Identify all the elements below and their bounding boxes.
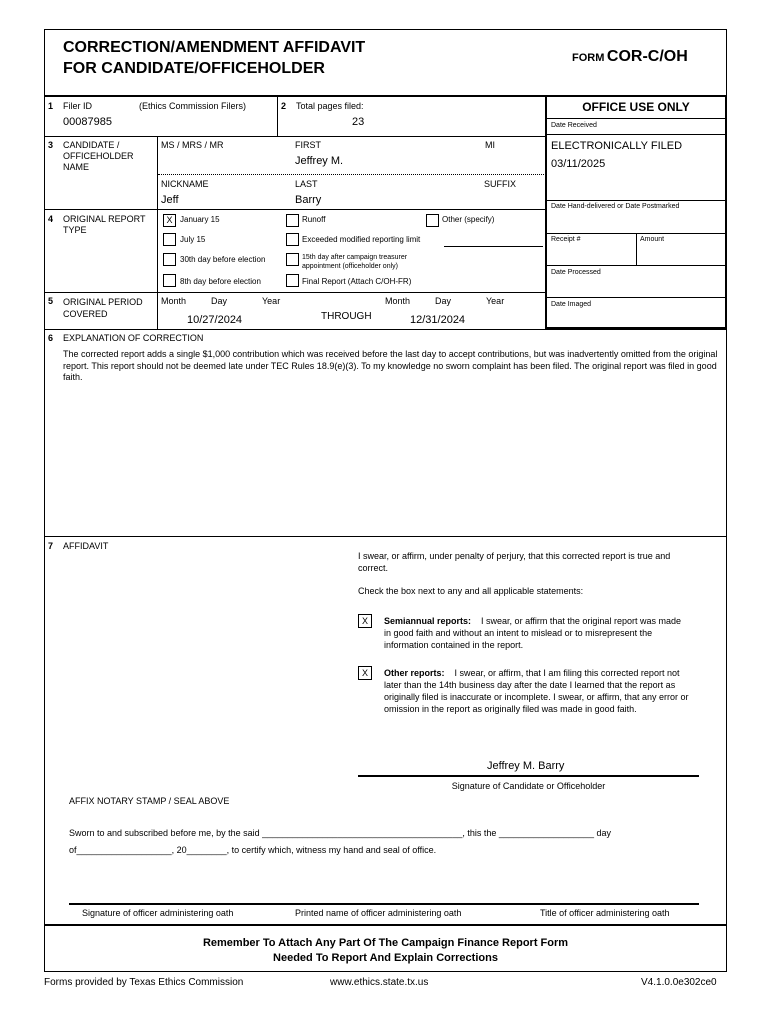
prefix-label: MS / MRS / MR (161, 140, 224, 150)
period-label: ORIGINAL PERIOD COVERED (63, 297, 143, 319)
filer-id-value[interactable]: 00087985 (63, 116, 112, 128)
divider (69, 903, 699, 905)
other-specify-line[interactable] (444, 246, 543, 247)
date-imaged-label: Date Imaged (551, 301, 592, 308)
nickname-label: NICKNAME (161, 179, 209, 189)
sec6-num: 6 (48, 333, 54, 343)
check-instructions: Check the box next to any and all applicable statements: (358, 586, 584, 596)
divider (158, 174, 546, 175)
footer-website[interactable]: www.ethics.state.tx.us (330, 977, 429, 988)
officer-name-label: Printed name of officer administering oath (295, 908, 462, 918)
from-day-label: Day (211, 296, 228, 306)
exceeded-label: Exceeded modified reporting limit (302, 235, 421, 244)
footer-version: V4.1.0.0e302ce0 (641, 977, 717, 988)
day15-checkbox[interactable] (286, 253, 299, 266)
nickname-value[interactable]: Jeff (161, 194, 179, 206)
divider (44, 329, 727, 330)
other-checkbox[interactable] (426, 214, 439, 227)
jul15-checkbox[interactable] (163, 233, 176, 246)
candidate-signature[interactable]: Jeffrey M. Barry (487, 760, 565, 772)
form-title-line1: CORRECTION/AMENDMENT AFFIDAVIT (63, 39, 366, 56)
swear-text: I swear, or affirm, under penalty of perjury, that this corrected report is true and correct. (358, 551, 671, 573)
divider (546, 200, 726, 201)
explanation-text[interactable]: The corrected report adds a single $1,000 contribution which was received before the last day to accept contributions, but was inadvertently omitted from the original report. This report should not be deemed late under TEC Rules 18.9(e)(3). To my knowledge no sworn complaint has been filed. The original report was filed in good faith. (63, 349, 718, 382)
final-checkbox[interactable] (286, 274, 299, 287)
other-reports-text: I swear, or affirm, that I am filing this corrected report not later than the 14th business day after the date I learned that the report as originally filed is inaccurate or incomplete. I swear, or affirm, that any error or omission in the report as originally filed was made in good faith. (384, 668, 689, 714)
candidate-signature-label: Signature of Candidate or Officeholder (451, 781, 606, 791)
amount-label: Amount (640, 236, 665, 243)
semiannual-statement (384, 615, 684, 651)
jan15-checkbox[interactable]: X (163, 214, 176, 227)
other-label: Other (specify) (442, 215, 495, 224)
period-to-value[interactable]: 12/31/2024 (410, 314, 466, 326)
divider (636, 233, 637, 266)
sec3-num: 3 (48, 140, 54, 150)
runoff-label: Runoff (302, 215, 326, 224)
receipt-label: Receipt # (551, 236, 581, 243)
through-label: THROUGH (321, 311, 372, 322)
efiled-date: 03/11/2025 (551, 158, 606, 170)
other-reports-checkbox[interactable]: X (358, 666, 372, 680)
hand-delivered-label: Date Hand-delivered or Date Postmarked (551, 203, 680, 210)
sec2-num: 2 (281, 101, 287, 111)
divider (44, 209, 546, 210)
sec1-num: 1 (48, 101, 54, 111)
date-received-label: Date Received (551, 122, 597, 129)
day30-checkbox[interactable] (163, 253, 176, 266)
runoff-checkbox[interactable] (286, 214, 299, 227)
divider (358, 775, 699, 777)
report-type-label: ORIGINAL REPORT TYPE (63, 214, 146, 235)
divider (277, 96, 278, 136)
other-reports-title: Other reports: (384, 668, 445, 678)
semiannual-checkbox[interactable]: X (358, 614, 372, 628)
semiannual-text: I swear, or affirm that the original report was made in good faith and without an intent to mislead or to misrepresent the information contained in the report. (384, 616, 681, 650)
suffix-label: SUFFIX (484, 179, 517, 189)
explanation-label: EXPLANATION OF CORRECTION (63, 333, 204, 343)
to-month-label: Month (385, 296, 411, 306)
to-year-label: Year (486, 296, 505, 306)
first-name-value[interactable]: Jeffrey M. (295, 155, 344, 167)
reminder-line2: Needed To Report And Explain Corrections (273, 952, 498, 964)
affidavit-label: AFFIDAVIT (63, 541, 109, 551)
exceeded-checkbox[interactable] (286, 233, 299, 246)
form-code-value: COR-C/OH (606, 48, 688, 65)
form-prefix: FORM (572, 52, 605, 64)
day8-checkbox[interactable] (163, 274, 176, 287)
first-name-label: FIRST (295, 140, 321, 150)
divider (44, 536, 727, 537)
office-use-title: OFFICE USE ONLY (582, 100, 690, 114)
efiled-label: ELECTRONICALLY FILED (551, 140, 683, 152)
divider (44, 292, 546, 293)
filer-id-sublabel: (Ethics Commission Filers) (139, 101, 247, 111)
date-processed-label: Date Processed (551, 269, 601, 276)
jan15-label: January 15 (180, 215, 220, 224)
last-name-value[interactable]: Barry (295, 194, 322, 206)
jul15-label: July 15 (180, 235, 206, 244)
sworn-line-2[interactable]: of___________________, 20________, to certify which, witness my hand and seal of office. (69, 845, 437, 855)
sec4-num: 4 (48, 214, 54, 224)
last-name-label: LAST (295, 179, 318, 189)
day15-label: 15th day after campaign treasurer appointment (officeholder only) (302, 254, 408, 270)
divider (546, 297, 726, 298)
day8-label: 8th day before election (180, 277, 261, 286)
divider (546, 118, 726, 119)
divider (546, 265, 726, 266)
other-reports-statement (384, 667, 690, 715)
reminder-line1: Remember To Attach Any Part Of The Campaign Finance Report Form (202, 937, 569, 949)
mi-label: MI (485, 140, 495, 150)
semiannual-title: Semiannual reports: (384, 616, 472, 626)
officer-signature-label: Signature of officer administering oath (82, 908, 234, 918)
total-pages-value[interactable]: 23 (352, 116, 365, 128)
day30-label: 30th day before election (180, 255, 266, 264)
notary-stamp-label: AFFIX NOTARY STAMP / SEAL ABOVE (69, 796, 230, 806)
divider (546, 134, 726, 135)
sworn-line-1[interactable]: Sworn to and subscribed before me, by the said ________________________________________, this the ___________________ day (69, 828, 611, 838)
sec7-num: 7 (48, 541, 54, 551)
final-label: Final Report (Attach C/OH-FR) (302, 277, 412, 286)
candidate-name-label: CANDIDATE / OFFICEHOLDER NAME (63, 140, 134, 172)
filer-id-label: Filer ID (63, 101, 92, 111)
footer-provider: Forms provided by Texas Ethics Commission (44, 977, 244, 988)
from-month-label: Month (161, 296, 187, 306)
total-pages-label: Total pages filed: (296, 101, 364, 111)
sec5-num: 5 (48, 296, 54, 306)
period-from-value[interactable]: 10/27/2024 (187, 314, 243, 326)
divider (44, 924, 727, 926)
form-title-line2: FOR CANDIDATE/OFFICEHOLDER (63, 60, 325, 77)
officer-title-label: Title of officer administering oath (540, 908, 670, 918)
from-year-label: Year (262, 296, 281, 306)
to-day-label: Day (435, 296, 452, 306)
divider (44, 136, 546, 137)
office-use-box (545, 95, 727, 329)
form-code (572, 48, 688, 66)
